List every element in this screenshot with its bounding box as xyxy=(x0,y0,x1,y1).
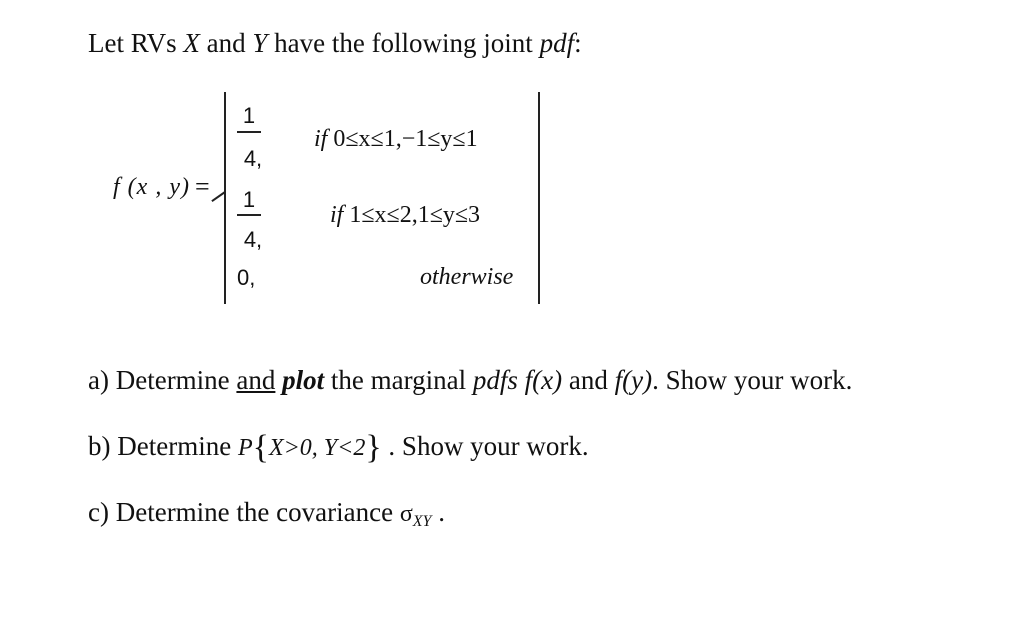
qc-suffix: . xyxy=(431,497,445,527)
case1-numerator: 1 xyxy=(242,103,256,128)
case1-fraction-bar xyxy=(237,131,261,133)
case2-condition xyxy=(330,202,480,229)
case3-condition: otherwise xyxy=(420,264,514,290)
case2-if: if xyxy=(330,202,344,228)
equals-sign: = xyxy=(195,172,210,201)
question-b xyxy=(88,429,589,466)
intro-mid: and xyxy=(199,28,253,58)
case3-value: 0, xyxy=(237,265,256,290)
qb-right-brace: } xyxy=(365,429,382,466)
question-c xyxy=(88,497,445,531)
qc-sigma: σ xyxy=(399,501,413,527)
qb-probability-symbol: P xyxy=(237,435,253,461)
var-x: X xyxy=(183,28,200,58)
case2-denominator: 4, xyxy=(243,227,263,252)
intro-suffix: have the following joint xyxy=(267,28,540,58)
qa-fy: f(y) xyxy=(614,365,653,395)
qc-prefix: c) Determine the covariance xyxy=(88,497,400,527)
qc-subscript: XY xyxy=(412,513,432,530)
case1-inequality: 0≤x≤1,−1≤y≤1 xyxy=(327,126,478,152)
case1-denominator: 4, xyxy=(243,146,263,171)
case2-fraction-bar xyxy=(237,214,261,216)
question-a xyxy=(88,365,852,396)
qa-plot: plot xyxy=(282,365,325,395)
qa-prefix: a) Determine xyxy=(88,365,237,395)
case2-inequality: 1≤x≤2,1≤y≤3 xyxy=(343,202,481,228)
left-brace-line xyxy=(224,92,226,304)
case1-condition xyxy=(314,126,478,153)
qa-and2: and xyxy=(562,365,615,395)
case2-numerator: 1 xyxy=(242,187,256,212)
pdf-word: pdf xyxy=(539,28,575,58)
qb-suffix: . Show your work. xyxy=(381,431,589,461)
qa-and: and xyxy=(236,365,276,395)
var-y: Y xyxy=(252,28,268,58)
intro-prefix: Let RVs xyxy=(88,28,184,58)
qa-suffix: . Show your work. xyxy=(652,365,853,395)
intro-colon: : xyxy=(574,28,582,58)
qa-fx: f(x) xyxy=(524,365,563,395)
right-brace-line xyxy=(538,92,540,304)
qb-event: X>0, Y<2 xyxy=(268,435,366,461)
qb-left-brace: { xyxy=(252,429,269,466)
qa-pdfs: pdfs xyxy=(472,365,518,395)
qb-prefix: b) Determine xyxy=(88,431,238,461)
case1-if: if xyxy=(314,126,328,152)
qa-mid: the marginal xyxy=(324,365,473,395)
intro-sentence xyxy=(88,28,582,59)
pdf-label: f (x , y) xyxy=(113,174,190,200)
